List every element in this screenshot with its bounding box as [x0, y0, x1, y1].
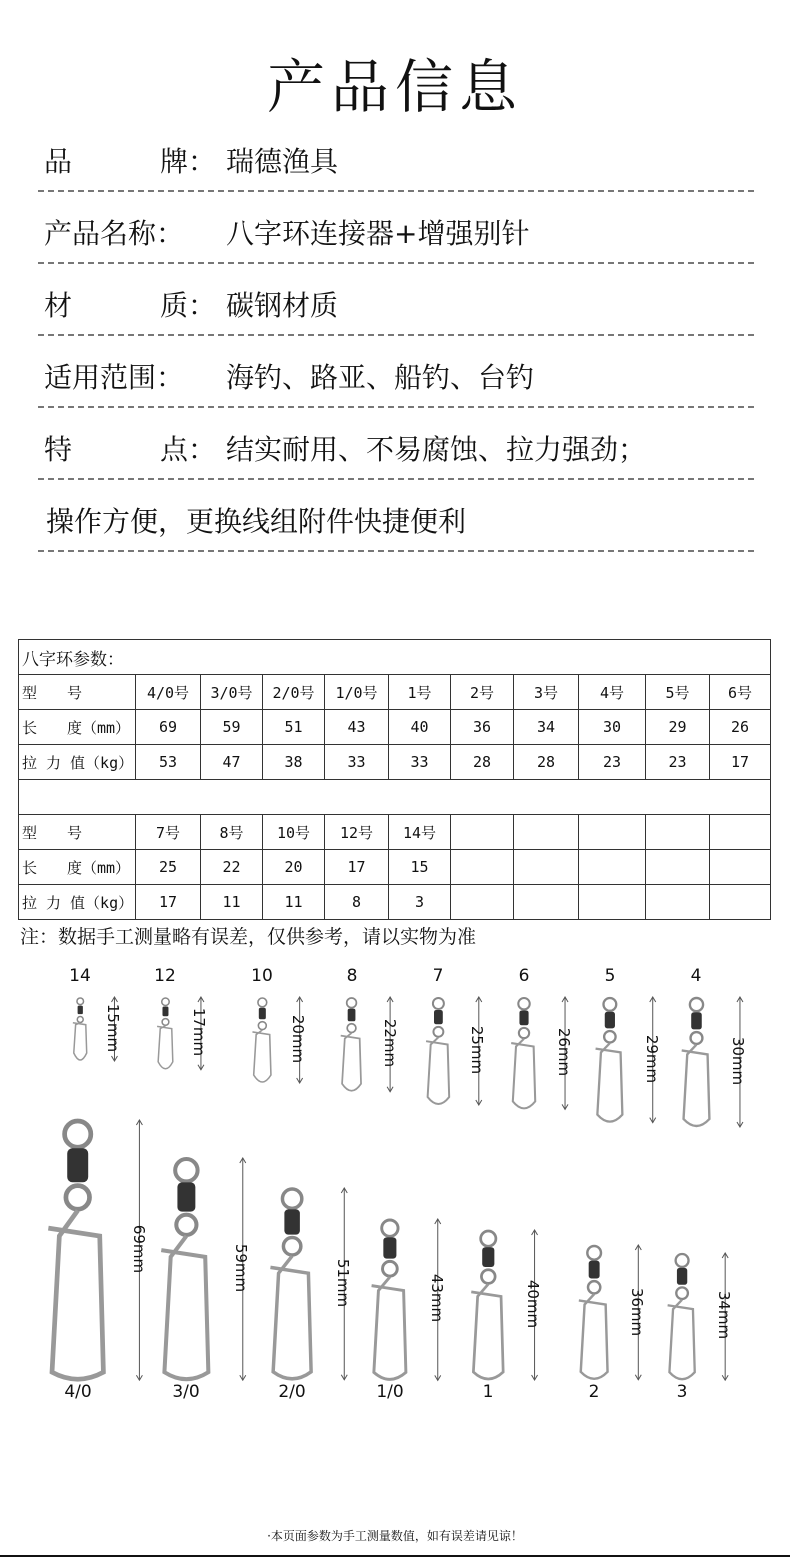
- size-label: 7: [432, 966, 444, 986]
- table-note: 注：数据手工测量略有误差，仅供参考，请以实物为准: [20, 926, 477, 948]
- table-cell: [19, 780, 771, 815]
- table-cell: 12号: [325, 815, 389, 850]
- table-cell: 型 号: [19, 675, 136, 710]
- table-row: [19, 815, 771, 850]
- info-row: [38, 410, 754, 480]
- table-cell: [646, 885, 710, 920]
- length-label: 36mm: [628, 1287, 647, 1336]
- size-label: 3/0: [172, 1382, 200, 1402]
- info-label-part: 质：: [159, 289, 216, 322]
- table-cell: [646, 815, 710, 850]
- info-label: [44, 356, 224, 396]
- table-cell: 型 号: [19, 815, 136, 850]
- table-cell: 26: [710, 710, 771, 745]
- table-cell: 43: [325, 710, 389, 745]
- table-cell: [710, 815, 771, 850]
- table-row: [19, 710, 771, 745]
- table-row: [19, 745, 771, 780]
- table-cell: 23: [646, 745, 710, 780]
- table-cell: 28: [451, 745, 514, 780]
- length-label: 43mm: [427, 1274, 446, 1323]
- table-cell: 51: [263, 710, 325, 745]
- table-cell: [710, 885, 771, 920]
- table-cell: 38: [263, 745, 325, 780]
- table-cell: 拉 力 值（kg）: [19, 745, 136, 780]
- table-cell: 29: [646, 710, 710, 745]
- table-cell: [710, 850, 771, 885]
- table-cell: 33: [325, 745, 389, 780]
- table-cell: 2号: [451, 675, 514, 710]
- info-value: 八字环连接器+增强别针: [226, 217, 530, 250]
- info-row: [38, 482, 754, 552]
- swivel-snap-image: [333, 995, 420, 1102]
- table-cell: 22: [201, 850, 263, 885]
- params-table: [18, 639, 771, 920]
- size-label: 8: [346, 966, 358, 986]
- swivel-snap-image: [587, 995, 683, 1133]
- table-cell: 36: [451, 710, 514, 745]
- size-label: 12: [154, 966, 176, 986]
- swivel-snap-image: [673, 995, 770, 1137]
- swivel-snap-image: [570, 1243, 668, 1390]
- table-cell: 34: [514, 710, 579, 745]
- size-label: 1/0: [376, 1382, 404, 1402]
- table-cell: 20: [263, 850, 325, 885]
- swivel-snap-image: [418, 995, 509, 1115]
- size-label: 2: [588, 1382, 600, 1402]
- info-row: [38, 122, 754, 192]
- table-cell: [451, 885, 514, 920]
- info-value: 碳钢材质: [226, 289, 339, 322]
- table-cell: 拉 力 值（kg）: [19, 885, 136, 920]
- info-value: 海钓、路亚、船钓、台钓: [226, 361, 535, 394]
- table-cell: [579, 850, 646, 885]
- info-label-part: 品: [44, 145, 73, 178]
- table-cell: 40: [389, 710, 451, 745]
- table-cell: 1/0号: [325, 675, 389, 710]
- info-label: [44, 428, 224, 468]
- length-label: 34mm: [715, 1291, 734, 1340]
- table-cell: 3号: [514, 675, 579, 710]
- table-cell: [451, 850, 514, 885]
- swivel-snap-image: [462, 1228, 565, 1390]
- table-cell: [579, 815, 646, 850]
- table-cell: 长 度（mm）: [19, 850, 136, 885]
- table-cell: 17: [710, 745, 771, 780]
- table-cell: 4号: [579, 675, 646, 710]
- table-cell: 69: [136, 710, 201, 745]
- table-row: [19, 885, 771, 920]
- table-cell: 8: [325, 885, 389, 920]
- info-label-part: 适用范围：: [44, 361, 185, 394]
- table-cell: 33: [389, 745, 451, 780]
- table-cell: 长 度（mm）: [19, 710, 136, 745]
- footer-note: ·本页面参数为手工测量数值，如有误差请见谅！: [267, 1529, 523, 1543]
- info-label-part: 点：: [159, 433, 216, 466]
- info-label: [44, 140, 224, 180]
- size-label: 10: [251, 966, 273, 986]
- size-label: 3: [676, 1382, 688, 1402]
- length-label: 17mm: [190, 1008, 209, 1057]
- table-cell: 5号: [646, 675, 710, 710]
- info-row: [38, 266, 754, 336]
- length-label: 59mm: [232, 1243, 251, 1293]
- table-cell: [514, 850, 579, 885]
- size-label: 2/0: [278, 1382, 306, 1402]
- info-label-part: 特: [44, 433, 73, 466]
- table-cell: 30: [579, 710, 646, 745]
- table-cell: 53: [136, 745, 201, 780]
- table-cell: 1号: [389, 675, 451, 710]
- length-label: 51mm: [334, 1258, 353, 1308]
- length-label: 29mm: [642, 1034, 661, 1083]
- table-cell: 59: [201, 710, 263, 745]
- table-cell: 15: [389, 850, 451, 885]
- table-cell: 28: [514, 745, 579, 780]
- table-cell: [514, 885, 579, 920]
- table-cell: [514, 815, 579, 850]
- info-row: [38, 194, 754, 264]
- table-cell: 八字环参数：: [19, 640, 771, 675]
- info-value: 操作方便，更换线组附件快捷便利: [46, 505, 467, 538]
- swivel-snap-image: [362, 1217, 468, 1390]
- length-label: 30mm: [729, 1036, 748, 1086]
- table-cell: [579, 885, 646, 920]
- table-cell: 10号: [263, 815, 325, 850]
- swivel-snap-image: [150, 1156, 273, 1390]
- table-cell: 4/0号: [136, 675, 201, 710]
- length-label: 26mm: [555, 1028, 574, 1077]
- info-label-part: 产品名称：: [44, 217, 185, 250]
- size-label: 5: [604, 966, 616, 986]
- length-label: 69mm: [129, 1224, 148, 1274]
- size-label: 1: [482, 1382, 494, 1402]
- info-label-part: 材: [44, 289, 73, 322]
- table-cell: 8号: [201, 815, 263, 850]
- table-cell: [451, 815, 514, 850]
- swivel-snap-image: [659, 1251, 755, 1390]
- table-cell: 7号: [136, 815, 201, 850]
- info-label: [44, 284, 224, 324]
- length-label: 25mm: [468, 1025, 487, 1075]
- info-value: 瑞德渔具: [226, 145, 339, 178]
- table-cell: [646, 850, 710, 885]
- info-value: 结实耐用、不易腐蚀、拉力强劲；: [226, 433, 647, 466]
- length-label: 20mm: [289, 1014, 308, 1064]
- table-row: [19, 850, 771, 885]
- size-label: 6: [518, 966, 530, 986]
- table-row: [19, 675, 771, 710]
- info-label: [44, 212, 224, 252]
- length-label: 15mm: [104, 1003, 123, 1053]
- table-cell: 3/0号: [201, 675, 263, 710]
- swivel-snap-image: [503, 995, 595, 1119]
- swivel-snap-image: [245, 995, 330, 1093]
- table-cell: 11: [263, 885, 325, 920]
- size-label: 14: [69, 966, 91, 986]
- table-cell: 17: [136, 885, 201, 920]
- table-cell: 11: [201, 885, 263, 920]
- size-label: 4: [690, 966, 702, 986]
- length-label: 22mm: [380, 1019, 399, 1068]
- length-label: 40mm: [524, 1279, 543, 1329]
- table-cell: 2/0号: [263, 675, 325, 710]
- table-cell: 14号: [389, 815, 451, 850]
- size-label: 4/0: [64, 1382, 92, 1402]
- info-row: [38, 338, 754, 408]
- table-cell: 3: [389, 885, 451, 920]
- page-title: 产品信息: [266, 53, 523, 121]
- table-cell: 17: [325, 850, 389, 885]
- table-cell: 6号: [710, 675, 771, 710]
- table-cell: 47: [201, 745, 263, 780]
- swivel-snap-image: [260, 1186, 374, 1390]
- table-cell: 23: [579, 745, 646, 780]
- info-label-part: 牌：: [159, 145, 216, 178]
- table-cell: 25: [136, 850, 201, 885]
